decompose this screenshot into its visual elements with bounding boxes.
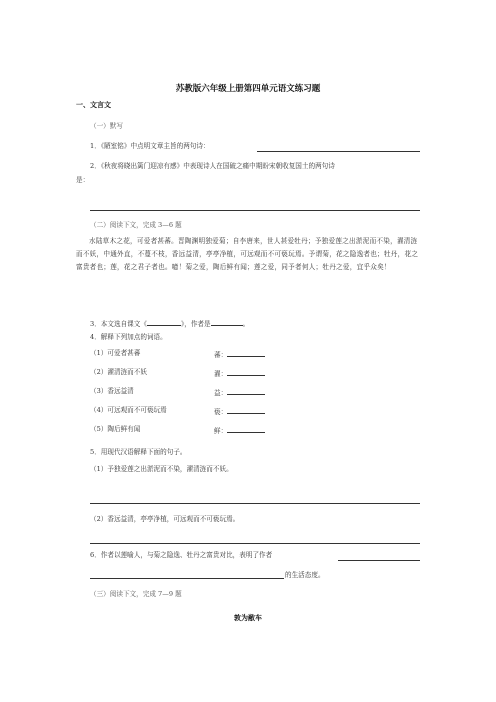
q4-item-5-word: 鲜： xyxy=(214,425,265,436)
answer-blank-q4-5[interactable] xyxy=(227,425,265,433)
question-1: 1．《陋室铭》中点明文章主旨的两句诗： xyxy=(90,142,210,150)
answer-blank-q1[interactable] xyxy=(257,151,420,152)
reading-passage: 水陆草木之花，可爱者甚蕃。晋陶渊明独爱菊；自李唐来，世人甚爱牡丹；予独爱莲之出淤泥而不染，濯清涟而不妖，中通外直，不蔓不枝，香远益清，亭亭净植，可远观而不可亵玩焉。予谓菊，花之隐逸者也；牡丹，花之富贵者也；莲，花之君子者也。噫！菊之爱，陶后鲜有闻；莲之爱，同予者何人；牡丹之爱，宜乎众矣！ xyxy=(76,237,419,271)
answer-blank-q6-a[interactable] xyxy=(338,560,420,561)
story-title: 敦为敝车 xyxy=(234,614,262,622)
q4-item-1-word: 蕃： xyxy=(214,349,265,360)
question-3 xyxy=(90,318,249,329)
answer-blank-q4-4[interactable] xyxy=(227,406,265,414)
answer-blank-q2[interactable] xyxy=(90,210,420,211)
answer-blank-q3-title[interactable] xyxy=(147,318,181,326)
q4-item-3-phrase: （3）香远益清 xyxy=(90,387,134,395)
question-6: 6．作者以莲喻人，与菊之隐逸、牡丹之富贵对比，表明了作者 xyxy=(90,551,273,559)
answer-blank-q5-2[interactable] xyxy=(90,543,420,544)
section-heading: 一、文言文 xyxy=(76,101,111,109)
answer-blank-q5-1[interactable] xyxy=(90,503,420,504)
q4-item-4-word: 亵： xyxy=(214,406,265,417)
answer-blank-q4-3[interactable] xyxy=(227,387,265,395)
question-5-sentence-1: （1）予独爱莲之出淤泥而不染，濯清涟而不妖。 xyxy=(90,465,233,473)
question-4: 4．解释下列加点的词语。 xyxy=(90,333,167,341)
q4-item-5-phrase: （5）陶后鲜有闻 xyxy=(90,425,141,433)
part3-label: （三）阅读下文，完成 7—9 题 xyxy=(90,590,182,598)
question-3-text-c: 。 xyxy=(242,320,250,328)
q4-item-1-phrase: （1）可爱者甚蕃 xyxy=(90,349,141,357)
answer-blank-q4-1[interactable] xyxy=(227,349,265,357)
question-2-line2: 是： xyxy=(76,176,90,184)
q4-item-3-word: 益： xyxy=(214,387,265,398)
question-5: 5．用现代汉语解释下面的句子。 xyxy=(90,448,187,456)
answer-blank-q3-author[interactable] xyxy=(211,318,243,326)
part1-label: （一）默写 xyxy=(90,122,123,130)
question-6-ending: 的生活态度。 xyxy=(285,571,325,579)
question-3-text-b: 》，作者是 xyxy=(180,320,211,328)
question-2-line1: 2．《秋夜将晓出篱门迎凉有感》中表现诗人在国破之痛中期盼宋朝收复国土的两句诗 xyxy=(90,162,335,170)
part2-label: （二）阅读下文，完成 3—6 题 xyxy=(90,221,182,229)
question-5-sentence-2: （2）香远益清，亭亭净植，可远观而不可亵玩焉。 xyxy=(90,515,240,523)
page-title: 苏教版六年级上册第四单元语文练习题 xyxy=(175,84,321,94)
q4-item-2-phrase: （2）濯清涟而不妖 xyxy=(90,368,147,376)
q4-item-2-word: 濯： xyxy=(214,368,265,379)
q4-item-4-phrase: （4）可远观而不可亵玩焉 xyxy=(90,406,167,414)
question-3-text-a: 3．本文选自课文《 xyxy=(90,320,147,328)
answer-blank-q4-2[interactable] xyxy=(227,368,265,376)
answer-blank-q6-b[interactable] xyxy=(90,578,284,579)
